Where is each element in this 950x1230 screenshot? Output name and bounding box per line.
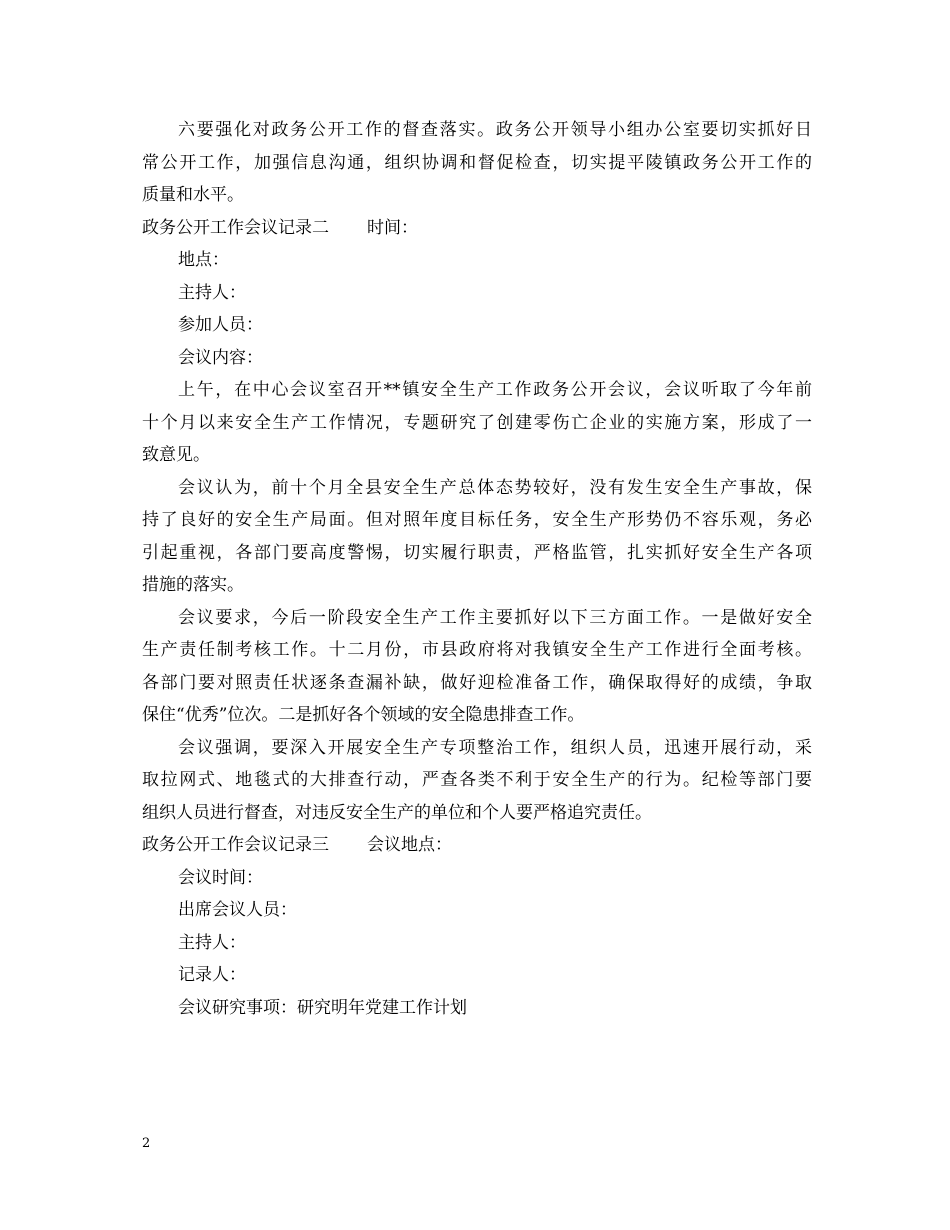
document-body: [142, 114, 812, 1024]
section-title: 政务公开工作会议记录三: [142, 835, 329, 855]
paragraph-line: 常公开工作，加强信息沟通，组织协调和督促检查，切实提平陵镇政务公开工作的: [142, 152, 812, 173]
paragraph-line: 保住“优秀”位次。二是抓好各个领域的安全隐患排查工作。: [142, 705, 585, 725]
paragraph: [142, 732, 812, 830]
paragraph-line: 十个月以来安全生产工作情况，专题研究了创建零伤亡企业的实施方案，形成了一: [142, 412, 812, 433]
paragraph-line: 取拉网式、地毯式的大排查行动，严查各类不利于安全生产的行为。纪检等部门要: [142, 770, 812, 790]
paragraph: [142, 472, 812, 602]
paragraph-line: 生产责任制考核工作。十二月份，市县政府将对我镇安全生产工作进行全面考核。: [142, 640, 812, 660]
section-field-label: 时间：: [367, 217, 418, 238]
field-line: 记录人：: [178, 965, 246, 985]
paragraph-line: 质量和水平。: [142, 185, 244, 205]
paragraph-line: 致意见。: [142, 445, 210, 465]
paragraph-line: 引起重视，各部门要高度警惕，切实履行职责，严格监管，扎实抓好安全生产各项: [142, 542, 812, 563]
paragraph-line: 组织人员进行督查，对违反安全生产的单位和个人要严格追究责任。: [142, 802, 652, 823]
section-title: 政务公开工作会议记录二: [142, 217, 329, 238]
field-line: 主持人：: [178, 932, 246, 953]
paragraph-line: 会议认为，前十个月全县安全生产总体态势较好，没有发生安全生产事故，保: [178, 477, 812, 498]
field-line: 会议研究事项：研究明年党建工作计划: [178, 997, 467, 1018]
paragraph: [142, 602, 812, 732]
page-number: 2: [142, 1136, 151, 1151]
field-line: 主持人：: [178, 282, 246, 303]
section-heading: [142, 829, 812, 862]
paragraph-line: 会议要求，今后一阶段安全生产工作主要抓好以下三方面工作。一是做好安全: [178, 607, 812, 628]
paragraph-line: 会议强调，要深入开展安全生产专项整治工作，组织人员，迅速开展行动，采: [178, 737, 812, 758]
field-line: 出席会议人员：: [178, 900, 297, 920]
paragraph: [142, 374, 812, 472]
paragraph-line: 持了良好的安全生产局面。但对照年度目标任务，安全生产形势仍不容乐观，务必: [142, 510, 812, 530]
field-line: 会议内容：: [178, 347, 263, 368]
field-line: 参加人员：: [178, 315, 263, 335]
paragraph: [142, 114, 812, 212]
paragraph-line: 上午，在中心会议室召开**镇安全生产工作政务公开会议，会议听取了今年前: [178, 380, 812, 400]
paragraph-line: 六要强化对政务公开工作的督查落实。政务公开领导小组办公室要切实抓好日: [178, 120, 812, 140]
field-line: 会议时间：: [178, 867, 263, 888]
paragraph-line: 各部门要对照责任状逐条查漏补缺，做好迎检准备工作，确保取得好的成绩，争取: [142, 672, 812, 693]
paragraph-line: 措施的落实。: [142, 575, 244, 595]
section-heading: [142, 212, 812, 245]
field-line: 地点：: [178, 250, 229, 270]
section-field-label: 会议地点：: [367, 835, 452, 855]
